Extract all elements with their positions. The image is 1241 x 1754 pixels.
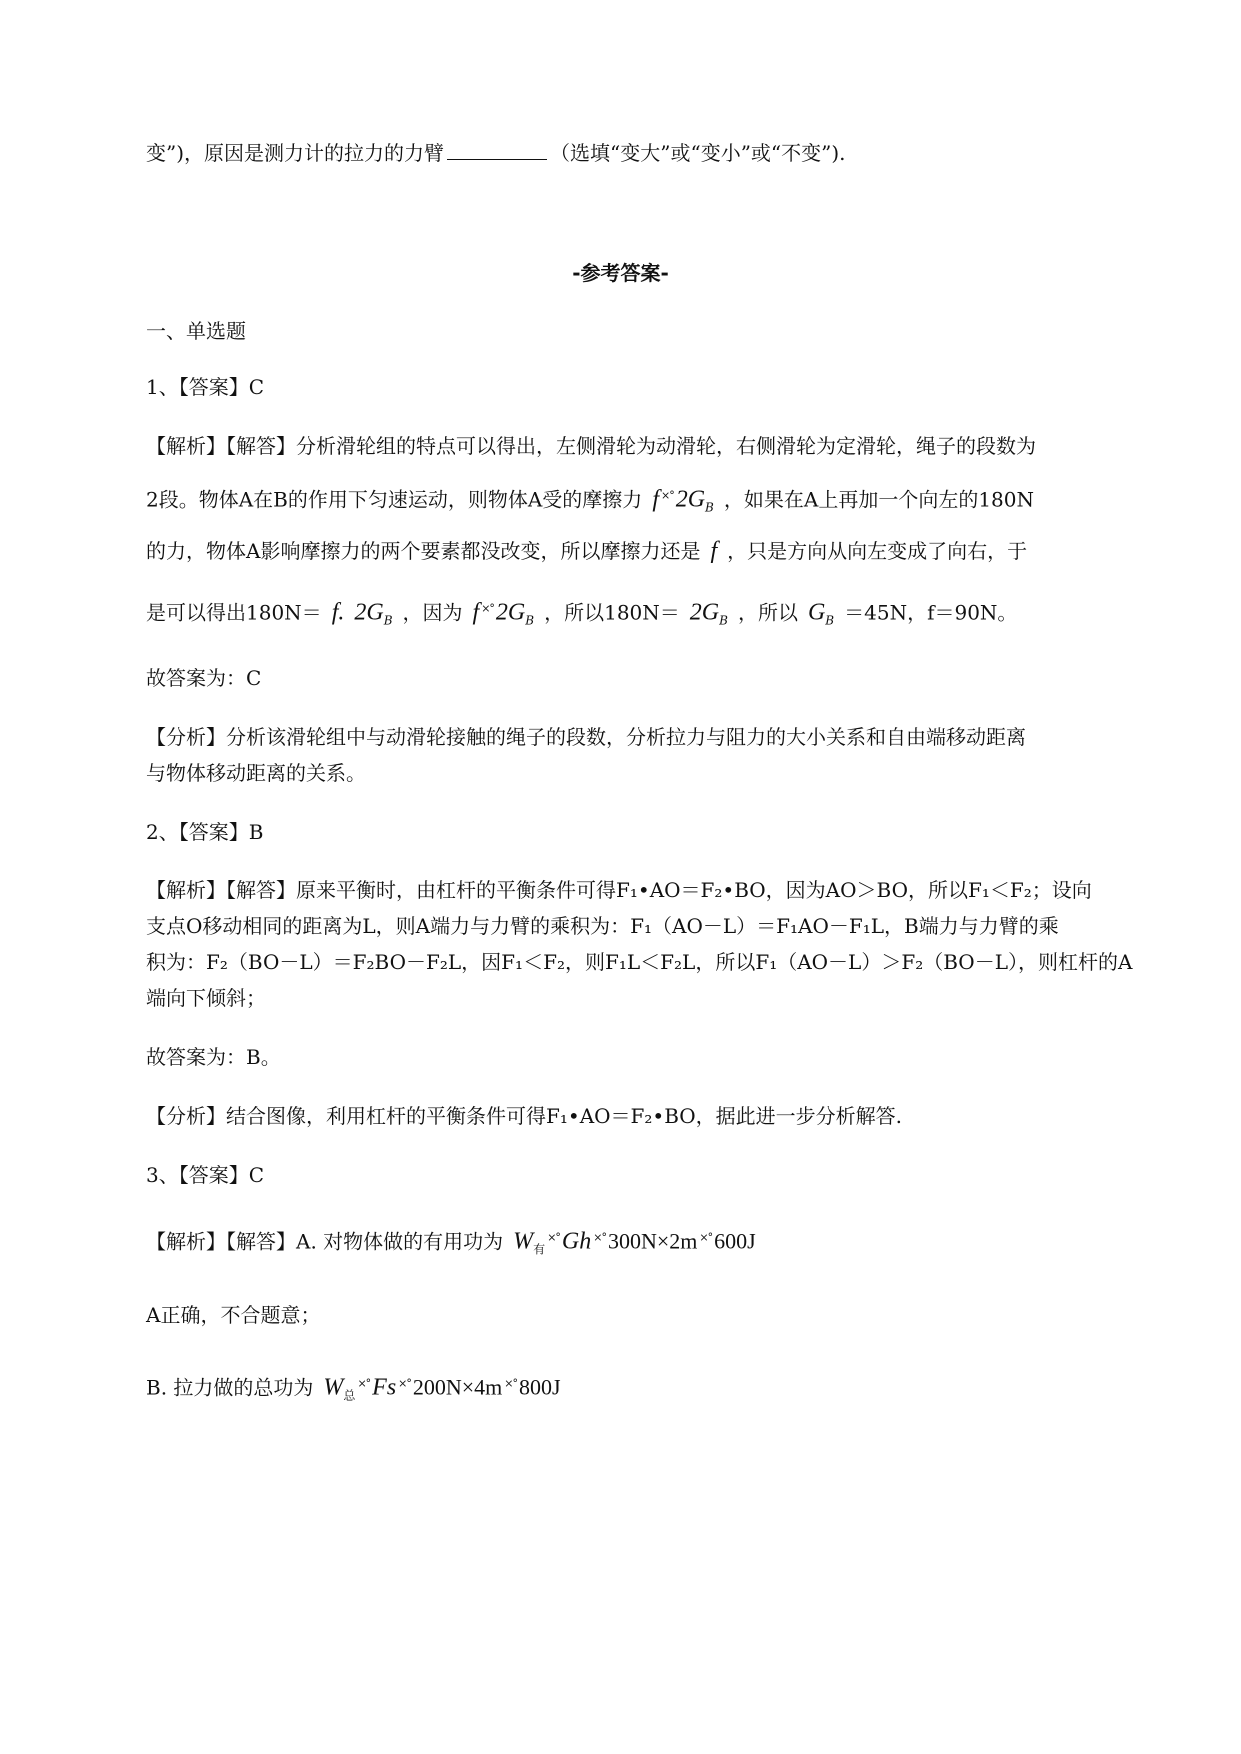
question-text: 变”)，原因是测力计的拉力的力臂 [146,141,445,165]
section-heading: 一、单选题 [146,319,246,343]
q2-explanation-line: 积为：F₂（BO－L）＝F₂BO－F₂L，因F₁＜F₂，则F₁L＜F₂L，所以F₁（AO－L）＞F₂（BO－L），则杠杆的A [146,950,1133,974]
q2-conclusion: 故答案为：B。 [146,1045,281,1069]
fill-in-line [146,140,1151,166]
q1-analysis-line: 与物体移动距离的关系。 [146,761,366,785]
q1-analysis-line: 【分析】分析该滑轮组中与动滑轮接触的绳子的段数，分析拉力与阻力的大小关系和自由端移动距离 [146,725,1026,749]
formula-f: f [652,486,659,513]
q2-explanation-line: 支点O移动相同的距离为L，则A端力与力臂的乘积为：F₁（AO－L）＝F₁AO－F₁L，B端力与力臂的乘 [146,914,1059,938]
q3-part-b: B. 拉力做的总功为 $W_总^{\times^\circ}Fs$ ×°200N×4m ×°800J [146,1374,561,1403]
q3-part-a-note: A正确，不合题意； [146,1303,321,1327]
q1-answer-header: 1、【答案】C [146,375,265,399]
q1-conclusion: 故答案为：C [146,666,262,690]
question-hint: （选填“变大”或“变小”或“不变”). [550,141,846,165]
q1-explanation-line: 的力，物体A影响摩擦力的两个要素都没改变，所以摩擦力还是 f ，只是方向从向左变成了向右，于 [146,538,1028,564]
q3-answer-header: 3、【答案】C [146,1163,265,1187]
q3-part-a: 【解析】【解答】A. 对物体做的有用功为 $W_有^{\times^\circ}Gh$ ×°300N×2m ×°600J [146,1228,756,1257]
q2-answer-header: 2、【答案】B [146,820,264,844]
q2-analysis: 【分析】结合图像，利用杠杆的平衡条件可得F₁•AO＝F₂•BO，据此进一步分析解答. [146,1104,903,1128]
q2-explanation-line: 端向下倾斜； [146,986,266,1010]
answers-title: -参考答案- [572,261,669,285]
q1-explanation-line: 【解析】【解答】分析滑轮组的特点可以得出，左侧滑轮为动滑轮，右侧滑轮为定滑轮，绳子的段数为 [146,434,1036,458]
q2-explanation-line: 【解析】【解答】原来平衡时，由杠杆的平衡条件可得F₁•AO＝F₂•BO，因为AO＞BO，所以F₁＜F₂；设向 [146,878,1092,902]
answer-blank [447,141,547,160]
q1-explanation-line: 是可以得出180N＝ f. $2G_B$ ，因为 f $^{\times^\circ}2G_B$ ，所以$180N= 2G_B$ ，所以 $G_B =45N$，f＝90N。 [146,599,1018,628]
q1-explanation-line: 2段。物体A在B的作用下匀速运动，则物体A受的摩擦力 f $^{\times^\circ}2G_B$ ，如果在A上再加一个向左的180N [146,486,1034,515]
